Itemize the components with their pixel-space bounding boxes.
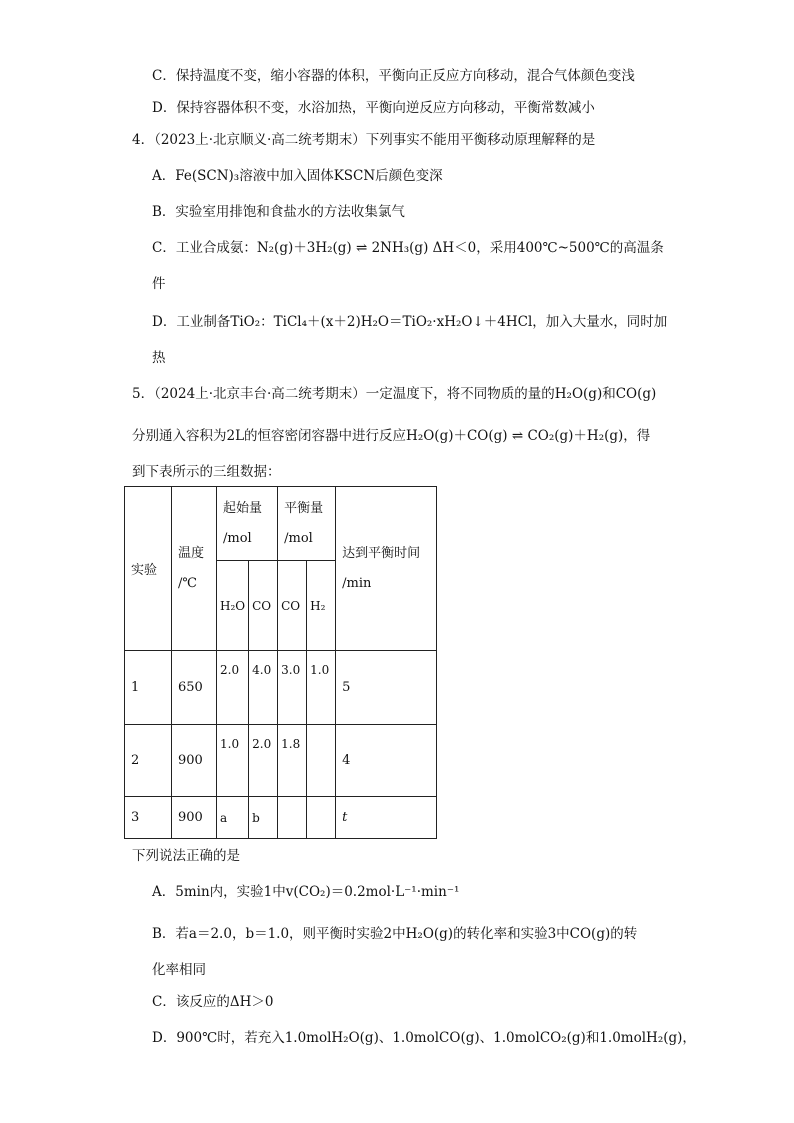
table-cell xyxy=(307,797,336,839)
table-cell xyxy=(278,797,307,839)
option-line: D．保持容器体积不变，水浴加热，平衡向逆反应方向移动，平衡常数减小 xyxy=(152,100,595,116)
table-cell: 4.0 xyxy=(249,651,278,725)
table-cell: 1.0 xyxy=(307,651,336,725)
option-line: 件 xyxy=(152,276,166,292)
table-cell: a xyxy=(217,797,249,839)
option-line: A．5min内，实验1中v(CO₂)＝0.2mol·L⁻¹·min⁻¹ xyxy=(152,884,460,900)
question-4-stem: 4．（2023上·北京顺义·高二统考期末）下列事实不能用平衡移动原理解释的是 xyxy=(132,132,596,148)
question-5-prompt: 下列说法正确的是 xyxy=(132,848,240,864)
header-temperature-label: 温度 xyxy=(178,545,205,561)
subheader-cell: H₂ xyxy=(307,561,336,651)
header-temperature xyxy=(172,487,217,651)
header-equilibrium-unit: /mol xyxy=(284,530,313,546)
header-equilibrium-label: 平衡量 xyxy=(284,500,324,516)
subheader-cell: H₂O xyxy=(217,561,249,651)
table-cell: 2 xyxy=(125,725,172,797)
header-experiment: 实验 xyxy=(125,487,172,651)
data-table xyxy=(124,486,437,839)
header-time-unit: /min xyxy=(342,575,372,591)
header-initial-unit: /mol xyxy=(223,530,252,546)
subheader-cell: CO xyxy=(249,561,278,651)
header-temperature-unit: /℃ xyxy=(178,575,197,591)
table-cell: 4 xyxy=(336,725,437,797)
table-cell: 2.0 xyxy=(217,651,249,725)
table-cell: 900 xyxy=(172,797,217,839)
question-5-stem: 分别通入容积为2L的恒容密闭容器中进行反应H₂O(g)＋CO(g) ⇌ CO₂(g)＋H₂(g)，得 xyxy=(132,428,651,444)
question-5-stem: 到下表所示的三组数据： xyxy=(132,464,281,480)
header-initial-amount xyxy=(217,487,278,561)
table-cell: 900 xyxy=(172,725,217,797)
table-cell: 3 xyxy=(125,797,172,839)
header-initial-label: 起始量 xyxy=(223,500,263,516)
option-line: D．工业制备TiO₂：TiCl₄＋(x＋2)H₂O＝TiO₂·xH₂O↓＋4HCl，加入大量水，同时加 xyxy=(152,314,668,330)
option-line: B．若a＝2.0，b＝1.0，则平衡时实验2中H₂O(g)的转化率和实验3中CO(g)的转 xyxy=(152,926,638,942)
option-line: 热 xyxy=(152,350,166,366)
table-cell: 2.0 xyxy=(249,725,278,797)
option-line: B．实验室用排饱和食盐水的方法收集氯气 xyxy=(152,204,405,220)
table-cell xyxy=(307,725,336,797)
header-time-label: 达到平衡时间 xyxy=(342,545,421,561)
table-cell: 650 xyxy=(172,651,217,725)
option-line: C．工业合成氨：N₂(g)＋3H₂(g) ⇌ 2NH₃(g) ΔH＜0，采用400℃~500℃的高温条 xyxy=(152,240,664,256)
option-line: 化率相同 xyxy=(152,962,206,978)
header-equilibrium-amount xyxy=(278,487,336,561)
table-cell: 3.0 xyxy=(278,651,307,725)
table-cell: 1 xyxy=(125,651,172,725)
question-5-stem: 5．（2024上·北京丰台·高二统考期末）一定温度下，将不同物质的量的H₂O(g)和CO(g) xyxy=(132,386,657,402)
table-cell: b xyxy=(249,797,278,839)
option-line: D．900℃时，若充入1.0molH₂O(g)、1.0molCO(g)、1.0molCO₂(g)和1.0molH₂(g)， xyxy=(152,1030,696,1046)
table-cell: 5 xyxy=(336,651,437,725)
option-line: A．Fe(SCN)₃溶液中加入固体KSCN后颜色变深 xyxy=(152,168,443,184)
table-cell: t xyxy=(336,797,437,839)
option-line: C．该反应的ΔH＞0 xyxy=(152,994,274,1010)
table-cell: 1.8 xyxy=(278,725,307,797)
subheader-cell: CO xyxy=(278,561,307,651)
table-cell: 1.0 xyxy=(217,725,249,797)
header-time xyxy=(336,487,437,651)
option-line: C．保持温度不变，缩小容器的体积，平衡向正反应方向移动，混合气体颜色变浅 xyxy=(152,68,635,84)
